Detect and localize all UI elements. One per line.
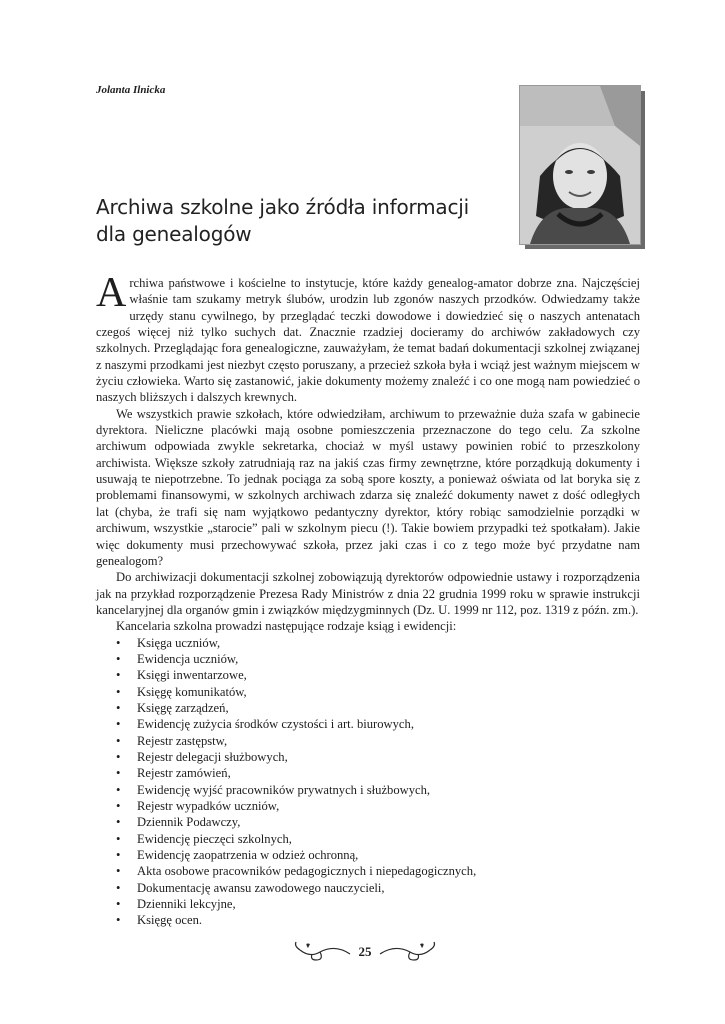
article-body bbox=[96, 270, 640, 929]
paragraph bbox=[96, 270, 640, 406]
author-name: Jolanta Ilnicka bbox=[96, 84, 166, 96]
portrait-image bbox=[519, 85, 641, 245]
list-item: • Ewidencję wyjść pracowników prywatnych i służbowych, bbox=[96, 782, 640, 798]
drop-cap: A bbox=[96, 270, 127, 316]
article-title: Archiwa szkolne jako źródła informacji dla genealogów bbox=[96, 195, 469, 246]
paragraph: Do archiwizacji dokumentacji szkolnej zobowiązują dyrektorów odpowiednie ustawy i rozporządzenia jak na przykład rozporządzenie Prezesa Rady Ministrów z dnia 22 grudnia 1999 roku w sprawie instrukcji kancelaryjnej dla organów gmin i związków międzygminnych (Dz. U. 1999 nr 112, poz. 1319 z późn. zm.). bbox=[96, 570, 640, 617]
list-item: • Ewidencja uczniów, bbox=[96, 651, 640, 667]
list-item: • Akta osobowe pracowników pedagogicznych i niepedagogicznych, bbox=[96, 863, 640, 879]
list-item: • Ewidencję pieczęci szkolnych, bbox=[96, 831, 640, 847]
list-item: • Rejestr zastępstw, bbox=[96, 733, 640, 749]
list-item: • Księgę ocen. bbox=[96, 912, 640, 928]
list-item: • Ewidencję zaopatrzenia w odzież ochronną, bbox=[96, 847, 640, 863]
records-list bbox=[96, 635, 640, 929]
list-item: • Rejestr delegacji służbowych, bbox=[96, 749, 640, 765]
list-item: • Księga uczniów, bbox=[96, 635, 640, 651]
list-item: • Księgę zarządzeń, bbox=[96, 700, 640, 716]
list-item: • Dziennik Podawczy, bbox=[96, 814, 640, 830]
list-item: • Dzienniki lekcyjne, bbox=[96, 896, 640, 912]
page-footer bbox=[290, 940, 440, 966]
list-item: • Rejestr wypadków uczniów, bbox=[96, 798, 640, 814]
list-item: • Ewidencję zużycia środków czystości i art. biurowych, bbox=[96, 716, 640, 732]
list-item: • Księgę komunikatów, bbox=[96, 684, 640, 700]
paragraph: Kancelaria szkolna prowadzi następujące rodzaje ksiąg i ewidencji: bbox=[116, 619, 457, 634]
list-item: • Rejestr zamówień, bbox=[96, 765, 640, 781]
page-number: 25 bbox=[358, 944, 372, 959]
list-item: • Dokumentację awansu zawodowego nauczycieli, bbox=[96, 880, 640, 896]
paragraph-text: rchiwa państwowe i kościelne to instytucje, które każdy genealog-amator dobrze zna. Najczęściej właśnie tam szukamy metryk ślubów, urodzin lub zgonów naszych przodków. Odwiedzamy także urzędy stanu cywilnego, by przeglądać teczki dowodowe i dowiedzieć się o naszych antenatach czegoś więcej niż tylko suchych dat. Znacznie rzadziej docieramy do archiwów zakładowych czy szkolnych. Przeglądając fora genealogiczne, zauważyłam, że temat badań dokumentacji szkolnej związanej z naszymi przodkami jest niezbyt często poruszany, a przecież szkoła była i wciąż jest ważnym miejscem w życiu człowieka. Warto się zastanowić, jakie dokumenty możemy znaleźć i co one mogą nam powiedzieć o naszych bliższych i dalszych krewnych. bbox=[96, 276, 640, 405]
list-item: • Księgi inwentarzowe, bbox=[96, 667, 640, 683]
paragraph: We wszystkich prawie szkołach, które odwiedziłam, archiwum to przeważnie duża szafa w gabinecie dyrektora. Nieliczne placówki mają osobne pomieszczenia przeznaczone do tego celu. Za szkolne archiwum odpowiada zwykle sekretarka, chociaż w myśl ustawy powinien robić to przeszkolony archiwista. Większe szkoły zatrudniają raz na jakiś czas firmy zewnętrzne, które porządkują dokumenty i usuwają te niepotrzebne. To jednak pociąga za sobą spore koszty, a ponieważ oświata od lat boryka się z problemami finansowymi, w szkolnych archiwach zdarza się znaleźć dokumenty nawet z dość odległych lat (chyba, że trafi się nam wyjątkowo pedantyczny dyrektor, który robiąc samodzielnie porządki w archiwum, wszystkie „starocie” pali w szkolnym piecu (!). Takie bowiem przypadki też spotkałam). Jakie więc dokumenty musi przechowywać szkoła, przez jaki czas i co z tego może być przydatne nam genealogom? bbox=[96, 406, 640, 568]
